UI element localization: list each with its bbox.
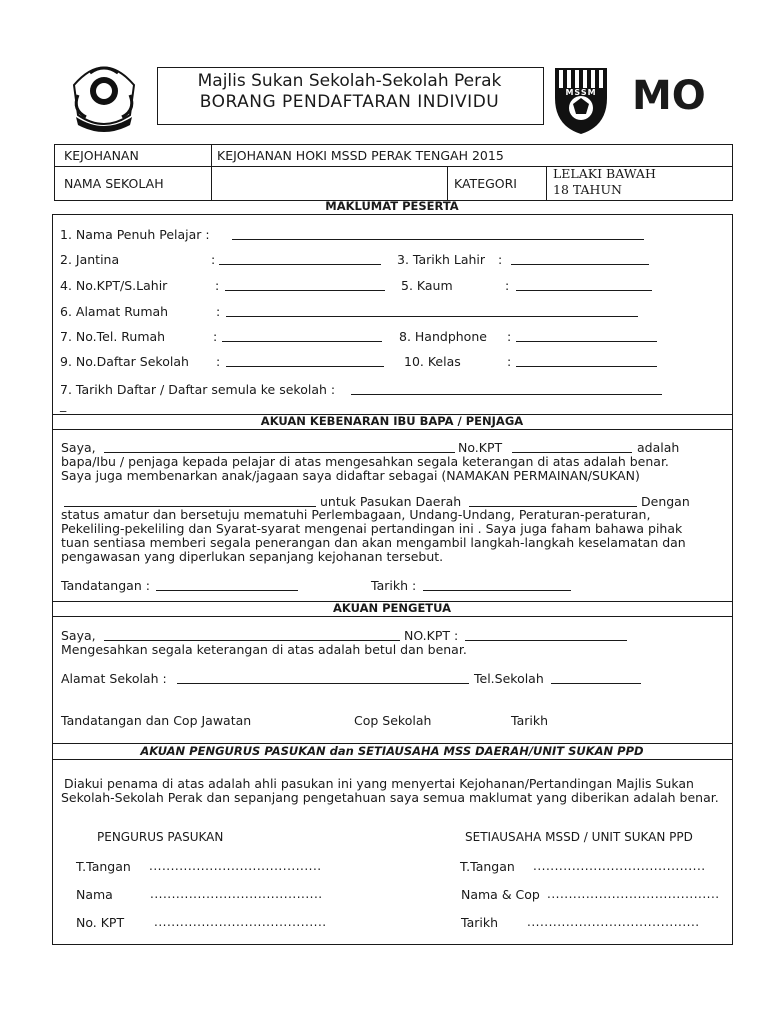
pengetua-cop-label: Cop Sekolah [354,713,432,728]
field-tel-rumah-label: 7. No.Tel. Rumah [60,329,166,344]
field-nama-penuh-label: 1. Nama Penuh Pelajar : [60,227,210,242]
pengurus-ttangan-label: T.Tangan [76,859,131,874]
field-tarikh-daftar-label: 7. Tarikh Daftar / Daftar semula ke sekolah : [60,382,336,397]
setiausaha-nama-dots[interactable]: ........................................ [547,887,720,901]
field-jantina-input[interactable] [219,264,381,265]
pengurus-para: Diakui penama di atas adalah ahli pasukan ini yang menyertai Kejohanan/Pertandingan Majlis Sukan Sekolah-Sekolah Perak dan sepanjang pengetahuan saya semua maklumat yang diberikan adalah benar. [61,776,719,805]
field-no-daftar-colon: : [216,354,221,369]
field-kelas-input[interactable] [516,366,657,367]
ibubapa-tandatangan-input[interactable] [156,590,298,591]
ibubapa-line2: bapa/Ibu / penjaga kepada pelajar di atas mengesahkan segala keterangan di atas adalah benar. [61,454,669,469]
field-handphone-colon: : [507,329,512,344]
setiausaha-ttangan-dots[interactable]: ........................................ [533,859,706,873]
setiausaha-ttangan-label: T.Tangan [460,859,515,874]
ibubapa-heading: AKUAN KEBENARAN IBU BAPA / PENJAGA [260,414,524,428]
pengetua-tandatangan-label: Tandatangan dan Cop Jawatan [61,713,252,728]
pengetua-nokpt-input[interactable] [465,640,627,641]
pengetua-alamat-input[interactable] [177,683,469,684]
form-title: BORANG PENDAFTARAN INDIVIDU [199,92,500,112]
pengurus-nokpt-label: No. KPT [76,915,125,930]
state-crest-logo [64,55,144,135]
pengetua-saya: Saya, [61,628,96,643]
pengurus-ttangan-dots[interactable]: ........................................ [149,859,322,873]
pengetua-alamat-label: Alamat Sekolah : [61,671,167,686]
pengurus-right-title: SETIAUSAHA MSSD / UNIT SUKAN PPD [465,830,693,844]
nama-sekolah-label: NAMA SEKOLAH [64,176,164,191]
field-nokpt-colon: : [215,278,220,293]
ibubapa-nokpt-input[interactable] [512,452,632,453]
field-handphone-label: 8. Handphone [399,329,487,344]
trailing-mark: _ [60,397,67,412]
kategori-label: KATEGORI [454,176,517,191]
field-tarikh-lahir-colon: : [498,252,503,267]
field-kelas-label: 10. Kelas [404,354,461,369]
pengetua-tarikh-label: Tarikh [511,713,548,728]
field-handphone-input[interactable] [516,341,657,342]
ibubapa-nama-input[interactable] [104,452,455,453]
mssm-logo [553,64,609,136]
pengetua-nama-input[interactable] [104,640,400,641]
pengurus-left-title: PENGURUS PASUKAN [97,830,224,844]
form-org-title: Majlis Sukan Sekolah-Sekolah Perak [197,71,502,91]
field-jantina-colon: : [211,252,216,267]
field-tarikh-lahir-input[interactable] [511,264,649,265]
pengetua-tel-input[interactable] [551,683,641,684]
field-kaum-label: 5. Kaum [401,278,453,293]
field-nama-penuh-input[interactable] [232,239,644,240]
field-tarikh-lahir-label: 3. Tarikh Lahir [397,252,486,267]
peserta-heading: MAKLUMAT PESERTA [325,199,459,213]
field-alamat-label: 6. Alamat Rumah [60,304,169,319]
ibubapa-adalah: adalah [637,440,680,455]
field-alamat-input[interactable] [226,316,638,317]
kejohanan-value: KEJOHANAN HOKI MSSD PERAK TENGAH 2015 [217,148,504,163]
ibubapa-para: status amatur dan bersetuju mematuhi Perlembagaan, Undang-Undang, Peraturan-peraturan, Pekeliling-pekeliling dan Syarat-syarat mengenai pertandingan ini . Saya juga faham bahawa pihak tuan sentiasa memberi segala penerangan dan akan mengambil langkah-langkah keselamatan dan pengawasan yang diperlukan sepanjang kejohanan tersebut. [61,507,686,564]
field-tel-rumah-colon: : [213,329,218,344]
setiausaha-tarikh-label: Tarikh [461,915,498,930]
ibubapa-nokpt-label: No.KPT [458,440,503,455]
kejohanan-label: KEJOHANAN [64,148,139,163]
field-alamat-colon: : [216,304,221,319]
pengurus-nama-label: Nama [76,887,113,902]
ibubapa-saya: Saya, [61,440,96,455]
pengurus-heading: AKUAN PENGURUS PASUKAN dan SETIAUSAHA MSS DAERAH/UNIT SUKAN PPD [140,744,644,758]
kategori-value-line2: 18 TAHUN [553,182,622,197]
pengetua-nokpt-label: NO.KPT : [404,628,459,643]
field-tel-rumah-input[interactable] [222,341,382,342]
kategori-value-line1: LELAKI BAWAH [553,166,656,181]
ibubapa-tandatangan-label: Tandatangan : [61,578,150,593]
field-no-daftar-label: 9. No.Daftar Sekolah [60,354,189,369]
field-kaum-colon: : [505,278,510,293]
field-jantina-label: 2. Jantina [60,252,120,267]
ibubapa-dengan: Dengan [641,494,690,509]
ibubapa-tarikh-input[interactable] [423,590,571,591]
setiausaha-tarikh-dots[interactable]: ........................................ [527,915,700,929]
field-nokpt-label: 4. No.KPT/S.Lahir [60,278,168,293]
mssm-logo-text: MSSM [565,88,597,97]
pengurus-nama-dots[interactable]: ........................................ [150,887,323,901]
field-no-daftar-input[interactable] [226,366,384,367]
nama-sekolah-field[interactable] [217,176,442,192]
pengurus-nokpt-dots[interactable]: ........................................ [154,915,327,929]
pengetua-heading: AKUAN PENGETUA [332,601,452,615]
field-kelas-colon: : [507,354,512,369]
setiausaha-nama-label: Nama & Cop [461,887,540,902]
ibubapa-tarikh-label: Tarikh : [371,578,417,593]
ibubapa-untuk: untuk Pasukan Daerah [320,494,462,509]
ibubapa-line3: Saya juga membenarkan anak/jagaan saya didaftar sebagai (NAMAKAN PERMAINAN/SUKAN) [61,468,640,483]
field-kaum-input[interactable] [516,290,652,291]
field-tarikh-daftar-input[interactable] [351,394,662,395]
field-nokpt-input[interactable] [225,290,385,291]
form-code: MO [632,73,706,119]
pengetua-tel-label: Tel.Sekolah [474,671,544,686]
pengetua-line2: Mengesahkan segala keterangan di atas adalah betul dan benar. [61,642,467,657]
